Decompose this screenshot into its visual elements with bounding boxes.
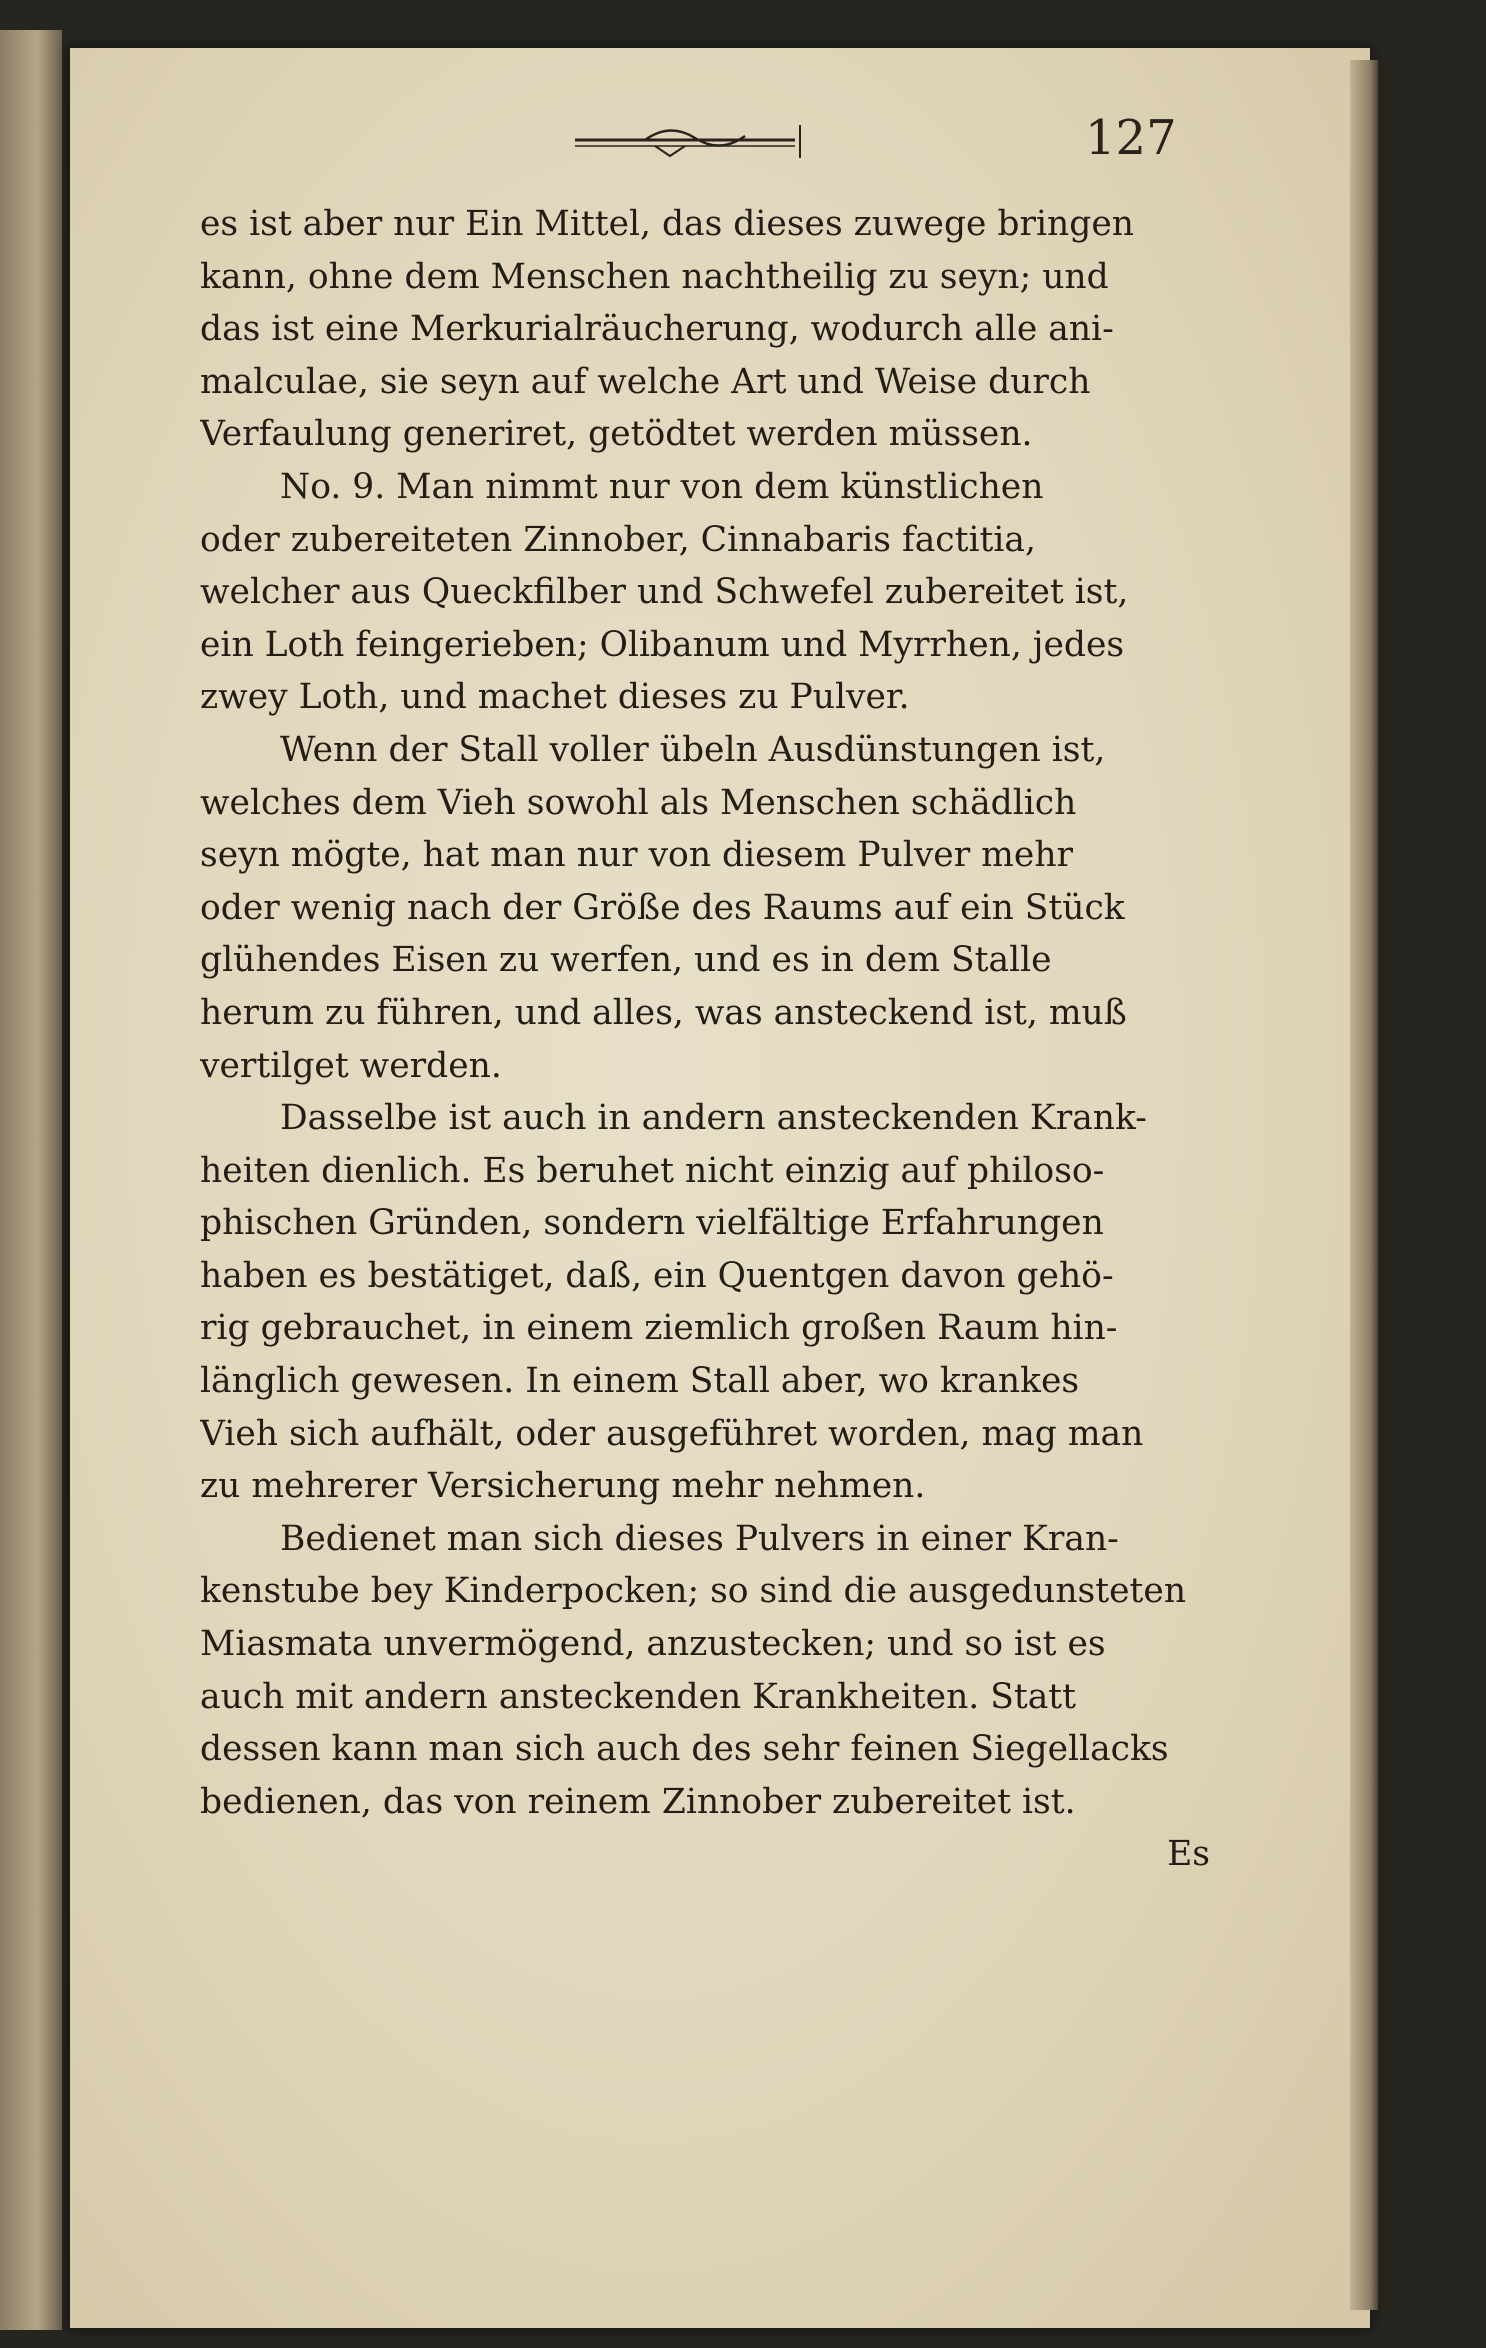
facing-page-edge bbox=[0, 30, 62, 2330]
text-line: dessen kann man sich auch des sehr feinen Siegellacks bbox=[200, 1729, 1169, 1770]
text-line: rig gebrauchet, in einem ziemlich großen Raum hin- bbox=[200, 1308, 1118, 1349]
text-line: Bedienet man sich dieses Pulvers in einer Kran- bbox=[280, 1518, 1119, 1559]
text-line: glühendes Eisen zu werfen, und es in dem Stalle bbox=[200, 940, 1052, 981]
text-line: kenstube bey Kinderpocken; so sind die ausgedunsteten bbox=[200, 1571, 1187, 1612]
text-line: oder wenig nach der Größe des Raums auf ein Stück bbox=[200, 887, 1125, 928]
page-stack-edge bbox=[1350, 60, 1378, 2310]
text-line: welcher aus Queckfilber und Schwefel zubereitet ist, bbox=[200, 572, 1129, 613]
page-number: 127 bbox=[1085, 110, 1177, 166]
text-line: Wenn der Stall voller übeln Ausdünstungen ist, bbox=[280, 729, 1106, 770]
text-line: zwey Loth, und machet dieses zu Pulver. bbox=[200, 677, 910, 718]
text-line: malculae, sie seyn auf welche Art und Weise durch bbox=[200, 361, 1091, 402]
text-line: ein Loth feingerieben; Olibanum und Myrrhen, jedes bbox=[200, 624, 1125, 665]
text-line: Miasmata unvermögend, anzustecken; und so ist es bbox=[200, 1624, 1106, 1665]
catchword: Es bbox=[1167, 1834, 1210, 1875]
text-line: kann, ohne dem Menschen nachtheilig zu seyn; und bbox=[200, 256, 1109, 297]
text-line: Dasselbe ist auch in andern ansteckenden Krank- bbox=[280, 1098, 1147, 1139]
text-line: oder zubereiteten Zinnober, Cinnabaris factitia, bbox=[200, 519, 1036, 560]
text-line: zu mehrerer Versicherung mehr nehmen. bbox=[200, 1466, 926, 1507]
text-line: länglich gewesen. In einem Stall aber, wo krankes bbox=[200, 1361, 1080, 1402]
text-line: phischen Gründen, sondern vielfältige Erfahrungen bbox=[200, 1203, 1104, 1244]
header-ornament-icon bbox=[575, 120, 805, 160]
text-line: vertilget werden. bbox=[200, 1045, 502, 1086]
page-text bbox=[200, 198, 1210, 1881]
text-line: seyn mögte, hat man nur von diesem Pulver mehr bbox=[200, 835, 1074, 876]
text-line: bedienen, das von reinem Zinnober zubereitet ist. bbox=[200, 1781, 1076, 1822]
text-line: auch mit andern ansteckenden Krankheiten. Statt bbox=[200, 1676, 1077, 1717]
text-line: No. 9. Man nimmt nur von dem künstlichen bbox=[280, 466, 1044, 507]
text-line: Vieh sich aufhält, oder ausgeführet worden, mag man bbox=[200, 1413, 1144, 1454]
text-line: welches dem Vieh sowohl als Menschen schädlich bbox=[200, 782, 1077, 823]
text-line: es ist aber nur Ein Mittel, das dieses zuwege bringen bbox=[200, 204, 1134, 244]
text-line: Verfaulung generiret, getödtet werden müssen. bbox=[200, 414, 1033, 455]
text-line: heiten dienlich. Es beruhet nicht einzig auf philoso- bbox=[200, 1150, 1105, 1191]
text-line: das ist eine Merkurialräucherung, wodurch alle ani- bbox=[200, 309, 1114, 350]
text-line: haben es bestätiget, daß, ein Quentgen davon gehö- bbox=[200, 1255, 1114, 1296]
text-line: herum zu führen, und alles, was ansteckend ist, muß bbox=[200, 992, 1127, 1033]
